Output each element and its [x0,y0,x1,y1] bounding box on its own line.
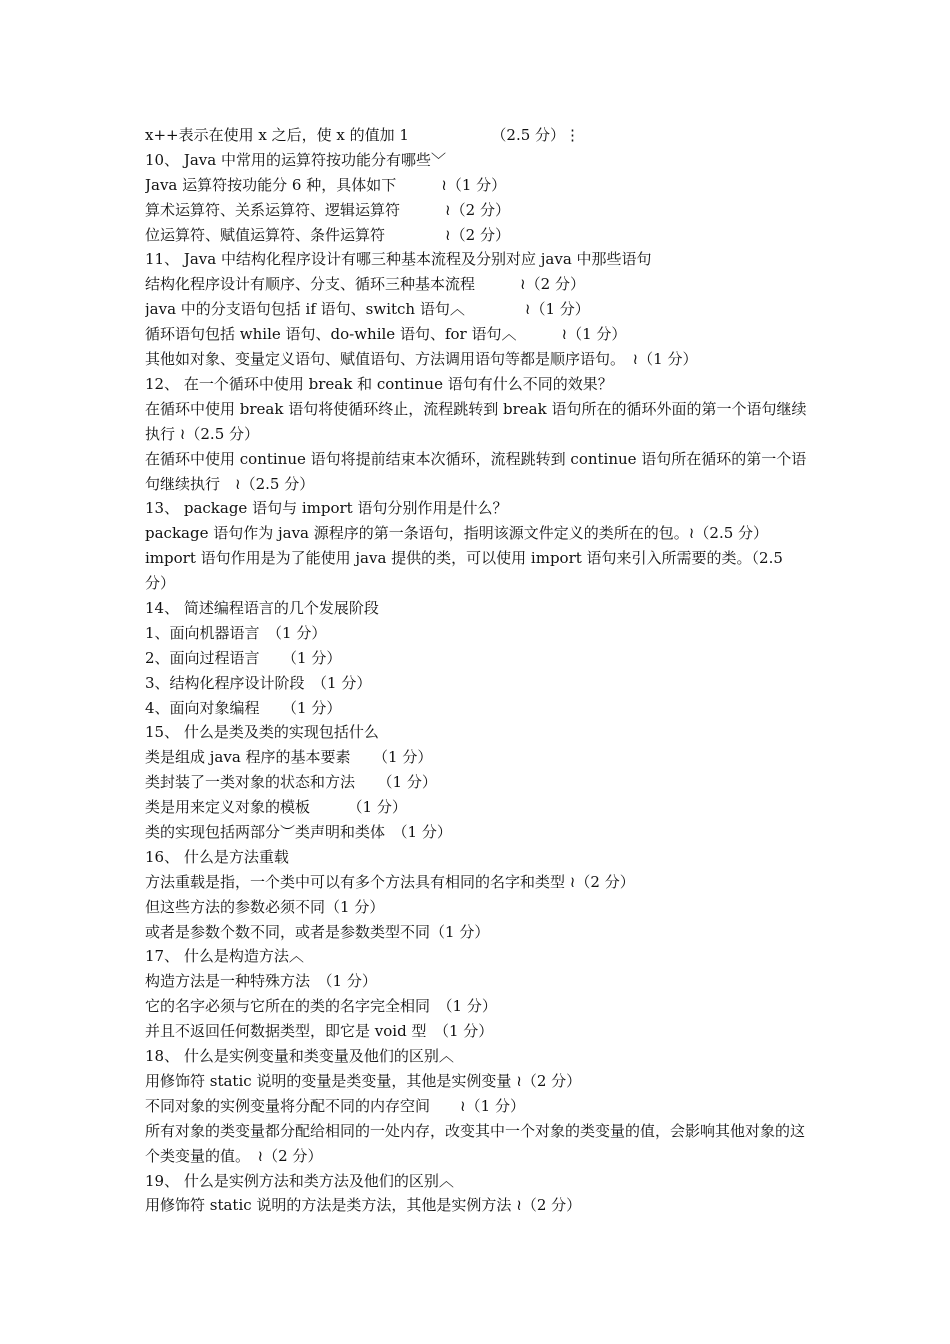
text-line: 结构化程序设计有顺序、分支、循环三种基本流程 ≀（2 分） [145,275,585,294]
text-line: 其他如对象、变量定义语句、赋值语句、方法调用语句等都是顺序语句。 ≀（1 分） [145,350,698,369]
text-line: Java 运算符按功能分 6 种，具体如下 ≀（1 分） [145,175,507,194]
text-line: 循环语句包括 while 语句、do-while 语句、for 语句︿ ≀（1 分） [145,325,627,344]
question-heading: 18、 什么是实例变量和类变量及他们的区别︿ [145,1047,454,1066]
text-line: 但这些方法的参数必须不同（1 分） [145,897,385,916]
text-line: x++表示在使用 x 之后，使 x 的值加 1 （2.5 分）⋮ [145,126,581,144]
text-line: 不同对象的实例变量将分配不同的内存空间 ≀（1 分） [145,1096,525,1115]
question-heading: 13、 package 语句与 import 语句分别作用是什么？ [145,499,508,518]
text-line: 并且不返回任何数据类型，即它是 void 型 （1 分） [145,1022,494,1041]
question-heading: 10、 Java 中常用的运算符按功能分有哪些﹀ [145,150,446,169]
question-heading: 16、 什么是方法重载 [145,847,289,866]
text-line: 用修饰符 static 说明的变量是类变量，其他是实例变量 ≀（2 分） [145,1071,582,1090]
list-item: 3、结构化程序设计阶段 （1 分） [145,673,372,692]
text-line: 类是组成 java 程序的基本要素 （1 分） [145,748,433,767]
text-paragraph: 在循环中使用 continue 语句将提前结束本次循环，流程跳转到 continue 语句所在循环的第一个语句继续执行 ≀（2.5 分） [145,449,807,493]
text-line: 方法重载是指，一个类中可以有多个方法具有相同的名字和类型 ≀（2 分） [145,872,635,891]
text-line: 它的名字必须与它所在的类的名字完全相同 （1 分） [145,997,497,1016]
text-paragraph: 所有对象的类变量都分配给相同的一处内存，改变其中一个对象的类变量的值，会影响其他对象的这个类变量的值。 ≀（2 分） [145,1121,806,1165]
list-item: 1、面向机器语言 （1 分） [145,623,327,642]
text-line: 或者是参数个数不同，或者是参数类型不同（1 分） [145,922,490,941]
question-heading: 11、 Java 中结构化程序设计有哪三种基本流程及分别对应 java 中那些语句 [145,250,652,269]
text-line: 位运算符、赋值运算符、条件运算符 ≀（2 分） [145,225,510,244]
list-item: 4、面向对象编程 （1 分） [145,698,342,717]
list-item: 2、面向过程语言 （1 分） [145,648,342,667]
text-paragraph: import 语句作用是为了能使用 java 提供的类，可以使用 import 语句来引入所需要的类。（2.5 分） [145,549,783,593]
question-heading: 19、 什么是实例方法和类方法及他们的区别︿ [145,1171,454,1190]
text-line: package 语句作为 java 源程序的第一条语句，指明该源文件定义的类所在的包。≀（2.5 分） [145,524,769,543]
text-line: 类封装了一类对象的状态和方法 （1 分） [145,773,437,792]
text-line: 用修饰符 static 说明的方法是类方法，其他是实例方法 ≀（2 分） [145,1196,582,1215]
question-heading: 17、 什么是构造方法︿ [145,947,304,966]
text-line: 类是用来定义对象的模板 （1 分） [145,798,407,817]
text-line: java 中的分支语句包括 if 语句、switch 语句︿ ≀（1 分） [145,300,590,319]
question-heading: 15、 什么是类及类的实现包括什么 [145,723,379,742]
question-heading: 12、 在一个循环中使用 break 和 continue 语句有什么不同的效果？ [145,374,613,393]
text-paragraph: 在循环中使用 break 语句将使循环终止，流程跳转到 break 语句所在的循环外面的第一个语句继续执行 ≀（2.5 分） [145,399,807,443]
document-page [145,123,810,1218]
text-line: 构造方法是一种特殊方法 （1 分） [145,972,377,991]
text-line: 算术运算符、关系运算符、逻辑运算符 ≀（2 分） [145,200,510,219]
question-heading: 14、 简述编程语言的几个发展阶段 [145,599,379,618]
text-line: 类的实现包括两部分︶类声明和类体 （1 分） [145,823,452,842]
